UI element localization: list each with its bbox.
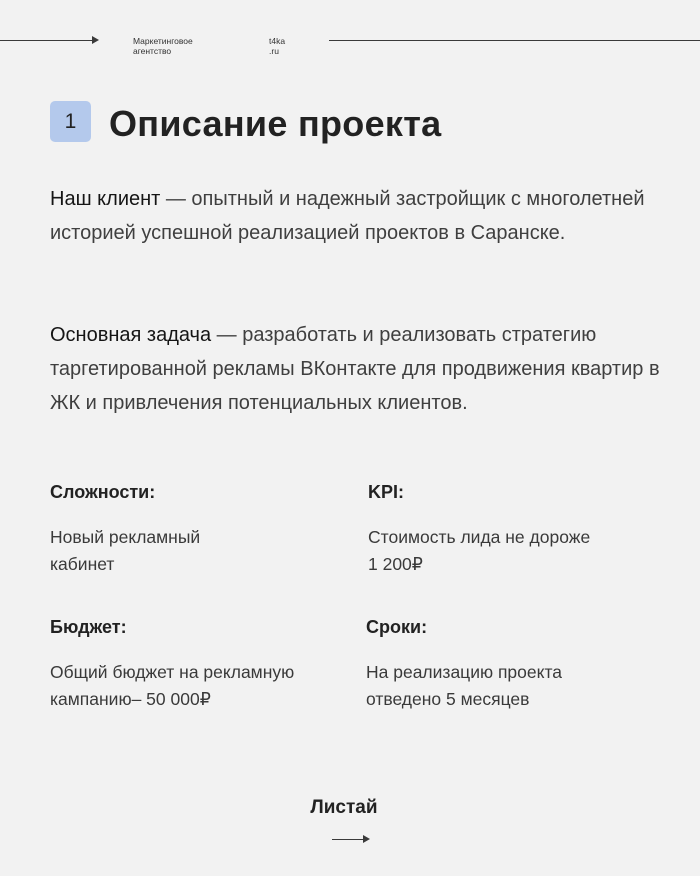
budget-value — [50, 659, 294, 713]
difficulties-value — [50, 524, 200, 578]
client-text: — опытный и надежный застройщик с многолетней историей успешной реализацией проектов в Саранске. — [50, 188, 645, 244]
swipe-arrow-line[interactable] — [332, 839, 364, 840]
header-divider-line — [329, 40, 700, 41]
budget-value-line1: Общий бюджет на рекламную — [50, 662, 295, 682]
swipe-next-label[interactable]: Листай — [310, 797, 378, 818]
agency-label-line2: агентство — [133, 46, 172, 56]
client-paragraph — [50, 182, 670, 250]
difficulties-value-line2: кабинет — [50, 554, 115, 574]
kpi-value — [368, 524, 590, 578]
client-lead: Наш клиент — [50, 188, 161, 210]
swipe-arrow-icon[interactable] — [363, 835, 370, 843]
task-paragraph — [50, 318, 670, 420]
site-label-line2: .ru — [269, 46, 279, 56]
header-arrow-line — [0, 40, 92, 41]
task-text: — разработать и реализовать стратегию таргетированной рекламы ВКонтакте для продвижения квартир в ЖК и привлечения потенциальных клиентов. — [50, 324, 660, 414]
agency-label — [133, 36, 193, 56]
timeline-label: Сроки: — [366, 617, 428, 637]
timeline-value-line1: На реализацию проекта — [366, 662, 563, 682]
timeline-value — [366, 659, 562, 713]
page-title: Описание проекта — [109, 103, 442, 144]
site-label — [269, 36, 285, 56]
timeline-value-line2: отведено 5 месяцев — [366, 689, 530, 709]
kpi-label: KPI: — [368, 482, 404, 502]
difficulties-value-line1: Новый рекламный — [50, 527, 201, 547]
budget-value-line2: кампанию– 50 000₽ — [50, 689, 211, 709]
kpi-value-line1: Стоимость лида не дороже — [368, 527, 591, 547]
task-lead: Основная задача — [50, 324, 212, 346]
budget-label: Бюджет: — [50, 617, 127, 637]
header-arrow-head — [92, 36, 99, 44]
agency-label-line1: Маркетинговое — [133, 36, 193, 46]
difficulties-label: Сложности: — [50, 482, 156, 502]
section-number-badge: 1 — [50, 101, 91, 142]
kpi-value-line2: 1 200₽ — [368, 554, 423, 574]
site-label-line1: t4ka — [269, 36, 286, 46]
